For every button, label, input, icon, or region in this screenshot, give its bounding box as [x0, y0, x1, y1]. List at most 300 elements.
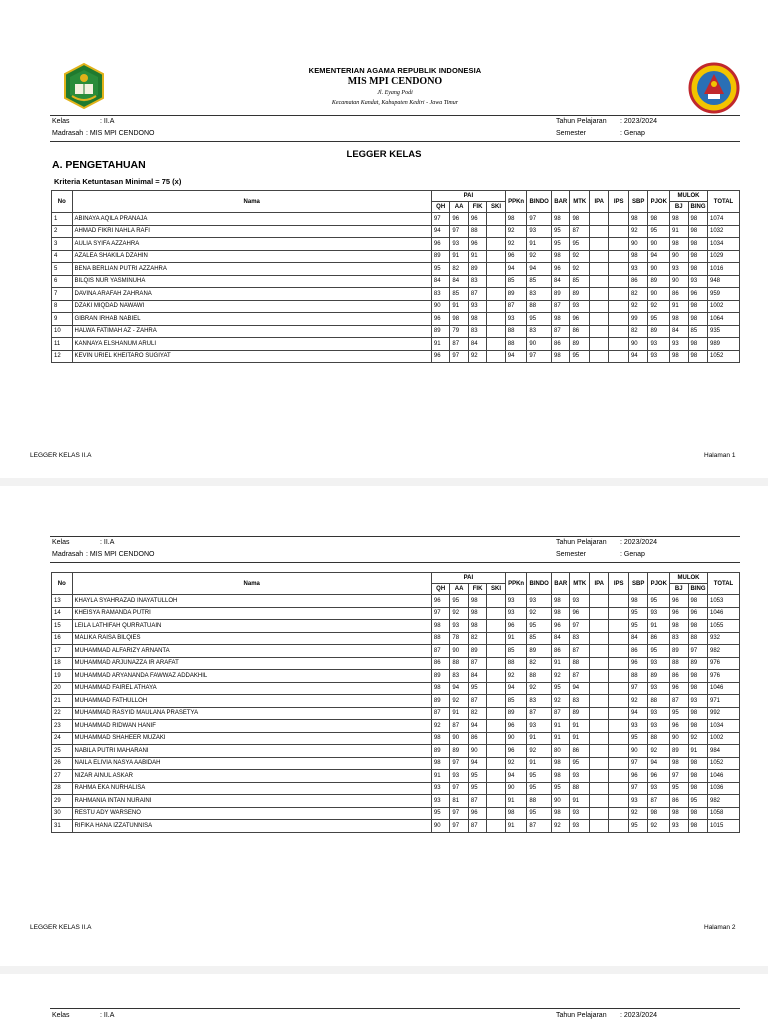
grade-cell: 97 [450, 757, 468, 770]
grade-cell: 982 [708, 645, 740, 658]
grade-cell: 88 [527, 300, 552, 313]
grade-cell: 90 [648, 263, 670, 276]
grade-cell: 97 [628, 782, 648, 795]
grade-cell [589, 338, 609, 351]
grade-cell [609, 275, 629, 288]
grade-cell: 91 [527, 757, 552, 770]
grade-cell [487, 820, 505, 833]
student-name: MUHAMMAD ARJUNAZZA IR ARAFAT [72, 657, 431, 670]
grade-cell: 98 [688, 707, 708, 720]
grade-cell [609, 795, 629, 808]
table-row [52, 225, 740, 238]
grade-cell [609, 338, 629, 351]
grade-cell: 87 [570, 670, 590, 683]
grade-cell: 95 [628, 820, 648, 833]
grade-cell: 90 [431, 820, 449, 833]
grade-cell: 93 [450, 770, 468, 783]
grade-cell: 98 [505, 213, 527, 226]
grade-cell: 90 [505, 732, 527, 745]
grade-cell: 97 [431, 213, 449, 226]
grade-cell [487, 807, 505, 820]
grade-cell: 96 [628, 770, 648, 783]
grade-cell: 87 [505, 300, 527, 313]
grade-cell [487, 645, 505, 658]
student-name: BILQIS NUR YASMINUHA [72, 275, 431, 288]
col-bing: BING [688, 584, 708, 595]
madrasah-value: : MIS MPI CENDONO [86, 130, 155, 137]
school-district: Kecamatan Kandat, Kabupaten Kediri - Jawa Timur [331, 100, 459, 106]
grade-cell: 98 [468, 313, 486, 326]
row-number: 6 [52, 275, 73, 288]
grade-cell [589, 657, 609, 670]
grade-cell: 87 [670, 695, 688, 708]
grade-cell: 83 [450, 670, 468, 683]
row-number: 20 [52, 682, 73, 695]
grade-cell: 93 [505, 607, 527, 620]
grade-cell: 82 [527, 657, 552, 670]
grade-cell: 92 [570, 250, 590, 263]
grade-cell: 95 [648, 595, 670, 608]
grade-cell: 90 [450, 645, 468, 658]
table-row [52, 820, 740, 833]
grade-cell [487, 632, 505, 645]
grade-cell: 93 [628, 263, 648, 276]
grade-cell: 88 [688, 632, 708, 645]
grade-cell: 92 [450, 607, 468, 620]
grade-cell [589, 213, 609, 226]
grade-cell: 95 [552, 682, 570, 695]
grade-cell [589, 695, 609, 708]
grade-cell: 91 [431, 770, 449, 783]
grade-cell: 79 [450, 325, 468, 338]
grade-cell: 94 [468, 720, 486, 733]
table-row [52, 238, 740, 251]
grade-cell: 98 [688, 782, 708, 795]
grade-cell: 1034 [708, 720, 740, 733]
grade-cell [589, 770, 609, 783]
table-row [52, 620, 740, 633]
page-number: Halaman 2 [704, 924, 736, 931]
grade-cell: 98 [688, 620, 708, 633]
grade-cell: 91 [527, 238, 552, 251]
grade-cell: 88 [505, 657, 527, 670]
grade-cell: 92 [552, 670, 570, 683]
grade-cell: 91 [505, 632, 527, 645]
tahun-label: Tahun Pelajaran [556, 539, 607, 546]
row-number: 28 [52, 782, 73, 795]
grade-cell: 89 [570, 338, 590, 351]
grade-cell: 98 [570, 213, 590, 226]
section-title: A. PENGETAHUAN [52, 159, 146, 171]
col-qh: QH [431, 202, 449, 213]
grade-cell: 95 [431, 807, 449, 820]
grades-table [51, 190, 740, 363]
grade-cell: 93 [628, 795, 648, 808]
grade-cell: 86 [628, 275, 648, 288]
grade-cell: 98 [688, 670, 708, 683]
grade-cell: 1046 [708, 607, 740, 620]
grade-cell: 88 [505, 338, 527, 351]
table-row [52, 263, 740, 276]
grade-cell: 95 [431, 263, 449, 276]
grade-cell [589, 757, 609, 770]
semester-value: : Genap [620, 551, 645, 558]
grade-cell: 96 [468, 807, 486, 820]
grade-cell: 98 [552, 250, 570, 263]
col-ski: SKI [487, 584, 505, 595]
grade-cell: 98 [431, 620, 449, 633]
grade-cell: 89 [527, 645, 552, 658]
grade-cell: 96 [670, 682, 688, 695]
grade-cell: 90 [505, 782, 527, 795]
grade-cell: 93 [505, 313, 527, 326]
grade-cell [589, 263, 609, 276]
grade-cell: 1002 [708, 300, 740, 313]
grade-cell: 87 [468, 795, 486, 808]
grade-cell [609, 820, 629, 833]
col-ipa: IPA [589, 573, 609, 595]
kelas-label: Kelas [52, 1012, 70, 1019]
grade-cell: 98 [552, 757, 570, 770]
grade-cell: 95 [468, 770, 486, 783]
grade-cell: 95 [468, 682, 486, 695]
grade-cell: 85 [505, 645, 527, 658]
grade-cell: 96 [648, 770, 670, 783]
row-number: 30 [52, 807, 73, 820]
grade-cell: 83 [527, 288, 552, 301]
grade-cell: 96 [552, 620, 570, 633]
grade-cell: 90 [468, 745, 486, 758]
grade-cell: 91 [450, 250, 468, 263]
grade-cell: 78 [450, 632, 468, 645]
grade-cell [589, 782, 609, 795]
grade-cell [609, 225, 629, 238]
grade-cell: 93 [527, 720, 552, 733]
grade-cell: 98 [468, 607, 486, 620]
col-ipa: IPA [589, 191, 609, 213]
grade-cell: 96 [628, 657, 648, 670]
grade-cell [609, 350, 629, 363]
grade-cell: 976 [708, 670, 740, 683]
grade-cell: 93 [648, 682, 670, 695]
grade-cell: 94 [648, 250, 670, 263]
grade-cell: 89 [570, 707, 590, 720]
grade-cell: 93 [450, 620, 468, 633]
student-name: RIFIKA HANA IZZATUNNISA [72, 820, 431, 833]
grade-cell: 91 [527, 732, 552, 745]
grade-cell: 91 [570, 720, 590, 733]
grade-cell: 95 [570, 238, 590, 251]
grade-cell: 96 [570, 607, 590, 620]
grade-cell: 87 [552, 325, 570, 338]
grade-cell: 93 [570, 300, 590, 313]
student-name: DZAKI MIQDAD NAWAWI [72, 300, 431, 313]
row-number: 10 [52, 325, 73, 338]
grade-cell: 97 [450, 782, 468, 795]
table-row [52, 250, 740, 263]
grade-cell: 92 [628, 695, 648, 708]
grade-cell: 94 [628, 350, 648, 363]
row-number: 29 [52, 795, 73, 808]
grade-cell: 93 [628, 720, 648, 733]
col-qh: QH [431, 584, 449, 595]
student-name: NIZAR AINUL ASKAR [72, 770, 431, 783]
grade-cell: 88 [450, 657, 468, 670]
student-name: NAILA ELIVIA NASYA AABIDAH [72, 757, 431, 770]
student-name: DAVINA ARAFAH ZAHRANA [72, 288, 431, 301]
grade-cell [589, 795, 609, 808]
table-row [52, 745, 740, 758]
student-name: KHAYLA SYAHRAZAD INAYATULLOH [72, 595, 431, 608]
grade-cell: 98 [670, 313, 688, 326]
grade-cell [487, 238, 505, 251]
grade-cell: 982 [708, 795, 740, 808]
grade-cell: 90 [670, 732, 688, 745]
grade-cell: 90 [628, 745, 648, 758]
madrasah-label: Madrasah [52, 130, 84, 137]
grade-cell: 91 [670, 300, 688, 313]
grade-cell: 83 [527, 325, 552, 338]
grade-cell: 82 [468, 707, 486, 720]
col-mtk: MTK [570, 573, 590, 595]
grade-cell: 82 [468, 632, 486, 645]
grade-cell [609, 807, 629, 820]
grade-cell: 85 [527, 632, 552, 645]
grade-cell [609, 213, 629, 226]
grade-cell: 84 [450, 275, 468, 288]
col-bindo: BINDO [527, 191, 552, 213]
grade-cell: 84 [468, 338, 486, 351]
grade-cell: 1052 [708, 350, 740, 363]
student-name: KEVIN URIEL KHEITARO SUGIYAT [72, 350, 431, 363]
grade-cell: 93 [527, 595, 552, 608]
table-row [52, 707, 740, 720]
grade-cell: 89 [648, 325, 670, 338]
grade-cell: 89 [648, 275, 670, 288]
grade-cell [609, 745, 629, 758]
row-number: 27 [52, 770, 73, 783]
grade-cell: 95 [628, 732, 648, 745]
grade-cell: 91 [468, 250, 486, 263]
student-name: MUHAMMAD SHAHEER MUZAKI [72, 732, 431, 745]
grade-cell: 91 [505, 795, 527, 808]
grade-cell [589, 288, 609, 301]
col-nama: Nama [72, 573, 431, 595]
col-no: No [52, 191, 73, 213]
student-name: MUHAMMAD ALFARIZY ARNANTA [72, 645, 431, 658]
grade-cell: 86 [670, 288, 688, 301]
grade-cell: 96 [670, 720, 688, 733]
grade-cell: 83 [570, 695, 590, 708]
grade-cell: 95 [527, 807, 552, 820]
grade-cell: 98 [628, 250, 648, 263]
grade-cell: 85 [450, 288, 468, 301]
grade-cell: 83 [527, 695, 552, 708]
grade-cell: 93 [688, 695, 708, 708]
grade-cell: 94 [505, 263, 527, 276]
grade-cell [609, 313, 629, 326]
grade-cell: 81 [450, 795, 468, 808]
tahun-label: Tahun Pelajaran [556, 1012, 607, 1019]
table-row [52, 350, 740, 363]
row-number: 12 [52, 350, 73, 363]
grade-cell: 98 [688, 807, 708, 820]
student-name: RESTU ADY WARSENO [72, 807, 431, 820]
grade-cell: 92 [505, 757, 527, 770]
grade-cell: 87 [468, 820, 486, 833]
grade-cell: 971 [708, 695, 740, 708]
grade-cell: 93 [570, 820, 590, 833]
grade-cell: 92 [468, 350, 486, 363]
grade-cell: 98 [670, 350, 688, 363]
grade-cell: 85 [570, 275, 590, 288]
grade-cell [487, 707, 505, 720]
grade-cell: 83 [670, 632, 688, 645]
grade-cell: 90 [648, 288, 670, 301]
grade-cell: 93 [431, 782, 449, 795]
grade-cell [609, 657, 629, 670]
row-number: 26 [52, 757, 73, 770]
grade-cell: 1016 [708, 263, 740, 276]
student-name: MUHAMMAD RIDWAN HANIF [72, 720, 431, 733]
grade-cell: 92 [570, 263, 590, 276]
grade-cell: 1055 [708, 620, 740, 633]
grade-cell [609, 682, 629, 695]
grade-cell: 98 [670, 807, 688, 820]
grade-cell [609, 250, 629, 263]
madrasah-value: : MIS MPI CENDONO [86, 551, 155, 558]
grade-cell [589, 325, 609, 338]
grade-cell: 94 [505, 682, 527, 695]
table-row [52, 657, 740, 670]
grade-cell: 90 [648, 238, 670, 251]
grade-cell: 86 [552, 338, 570, 351]
row-number: 4 [52, 250, 73, 263]
grade-cell: 93 [670, 338, 688, 351]
grade-cell: 89 [431, 670, 449, 683]
grade-cell: 82 [450, 263, 468, 276]
grade-cell [589, 607, 609, 620]
student-name: RAHMA EKA NURHALISA [72, 782, 431, 795]
col-pai: PAI [431, 573, 505, 584]
row-number: 7 [52, 288, 73, 301]
grade-cell [487, 745, 505, 758]
table-row [52, 732, 740, 745]
grade-cell [487, 757, 505, 770]
grade-cell: 97 [688, 645, 708, 658]
col-aa: AA [450, 202, 468, 213]
col-mulok: MULOK [670, 573, 708, 584]
student-name: AULIA SYIFA AZZAHRA [72, 238, 431, 251]
grade-cell: 96 [505, 720, 527, 733]
grade-cell: 91 [688, 745, 708, 758]
grade-cell: 89 [552, 288, 570, 301]
grade-cell: 88 [670, 657, 688, 670]
col-bar: BAR [552, 191, 570, 213]
grade-cell: 96 [552, 263, 570, 276]
col-aa: AA [450, 584, 468, 595]
grade-cell: 1015 [708, 820, 740, 833]
ledger-title: LEGGER KELAS [346, 149, 422, 160]
grade-cell: 87 [552, 300, 570, 313]
table-row [52, 645, 740, 658]
grade-cell [589, 300, 609, 313]
grade-cell: 88 [527, 670, 552, 683]
grade-cell: 84 [468, 670, 486, 683]
grade-cell: 98 [552, 607, 570, 620]
grade-cell: 93 [570, 807, 590, 820]
grade-cell [589, 745, 609, 758]
grade-cell: 91 [505, 820, 527, 833]
grade-cell [487, 275, 505, 288]
grade-cell: 92 [527, 745, 552, 758]
col-no: No [52, 573, 73, 595]
grade-cell: 93 [450, 238, 468, 251]
grade-cell: 98 [688, 820, 708, 833]
grade-cell: 96 [468, 238, 486, 251]
grade-cell [487, 720, 505, 733]
grade-cell: 94 [468, 757, 486, 770]
grade-cell: 96 [505, 620, 527, 633]
grade-cell [609, 707, 629, 720]
grade-cell: 94 [505, 350, 527, 363]
grade-cell: 97 [570, 620, 590, 633]
grade-cell: 976 [708, 657, 740, 670]
grade-cell [487, 620, 505, 633]
table-row [52, 807, 740, 820]
school-name: MIS MPI CENDONO [347, 76, 443, 87]
grade-cell: 98 [688, 350, 708, 363]
tahun-value: : 2023/2024 [620, 118, 657, 125]
grade-cell: 91 [450, 300, 468, 313]
col-ips: IPS [609, 573, 629, 595]
grade-cell: 93 [648, 350, 670, 363]
student-name: AZALEA SHAKILA DZAHIN [72, 250, 431, 263]
grade-cell: 89 [505, 288, 527, 301]
grade-cell: 98 [688, 720, 708, 733]
col-bindo: BINDO [527, 573, 552, 595]
grade-cell [609, 595, 629, 608]
grade-cell [589, 682, 609, 695]
grade-cell [589, 820, 609, 833]
grade-cell: 98 [431, 732, 449, 745]
grade-cell: 92 [527, 607, 552, 620]
footer-left: LEGGER KELAS II.A [30, 452, 92, 459]
col-bj: BJ [670, 584, 688, 595]
grade-cell: 93 [670, 263, 688, 276]
student-name: ABINAYA AQILA PRANAJA [72, 213, 431, 226]
grade-cell: 82 [628, 325, 648, 338]
grade-cell: 97 [527, 213, 552, 226]
grade-cell: 91 [570, 795, 590, 808]
grade-cell: 86 [628, 645, 648, 658]
grade-cell [589, 707, 609, 720]
semester-label: Semester [556, 130, 586, 137]
grade-cell: 92 [552, 695, 570, 708]
grade-cell: 948 [708, 275, 740, 288]
grade-cell [609, 757, 629, 770]
ministry-name: KEMENTERIAN AGAMA REPUBLIK INDONESIA [308, 66, 482, 75]
grade-cell: 84 [670, 325, 688, 338]
grade-cell: 98 [450, 313, 468, 326]
grade-cell [487, 695, 505, 708]
table-row [52, 300, 740, 313]
row-number: 8 [52, 300, 73, 313]
grade-cell: 98 [552, 595, 570, 608]
letterhead [50, 62, 740, 117]
table-row [52, 770, 740, 783]
grade-cell: 91 [552, 720, 570, 733]
